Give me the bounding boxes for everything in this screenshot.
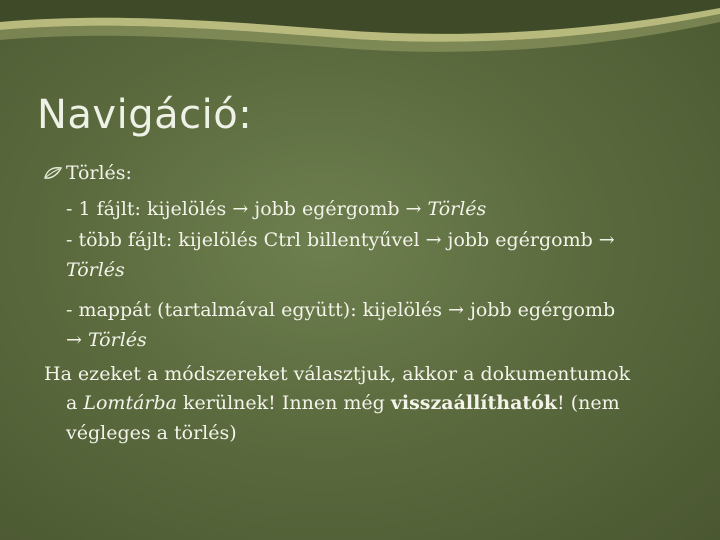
item3-arrow: →	[66, 329, 88, 351]
item-multiple-files	[66, 225, 615, 256]
item3-italic: Törlés	[87, 329, 147, 351]
note-text-b: kerülnek! Innen még	[176, 392, 391, 414]
leaf-bullet-icon	[44, 159, 66, 190]
bullet-torles	[44, 158, 132, 189]
item-one-file	[66, 194, 486, 225]
slide-title: Navigáció:	[37, 92, 253, 138]
header-wave-decoration	[0, 0, 720, 70]
note-line-2	[66, 388, 620, 419]
item-folder	[66, 295, 615, 326]
note-text-c: ! (nem	[557, 392, 620, 414]
note-line-1: Ha ezeket a módszereket választjuk, akkor a dokumentumok	[44, 363, 631, 385]
note-line-3: végleges a törlés)	[66, 422, 237, 444]
item-folder-cont	[66, 325, 147, 356]
note-lomtar: Lomtárba	[83, 392, 177, 414]
item1-text: - 1 fájlt: kijelölés → jobb egérgomb →	[66, 198, 428, 220]
note-restorable: visszaállíthatók	[390, 392, 558, 414]
item1-italic: Törlés	[427, 198, 487, 220]
item3-text: - mappát (tartalmával együtt): kijelölés → jobb egérgomb	[66, 299, 616, 321]
bullet-label: Törlés:	[66, 162, 132, 184]
item2-text: - több fájlt: kijelölés Ctrl billentyűvel → jobb egérgomb →	[66, 229, 615, 251]
note-text-a: a	[66, 392, 84, 414]
item-multiple-files-cont	[66, 255, 125, 286]
item2-italic: Törlés	[66, 259, 125, 281]
